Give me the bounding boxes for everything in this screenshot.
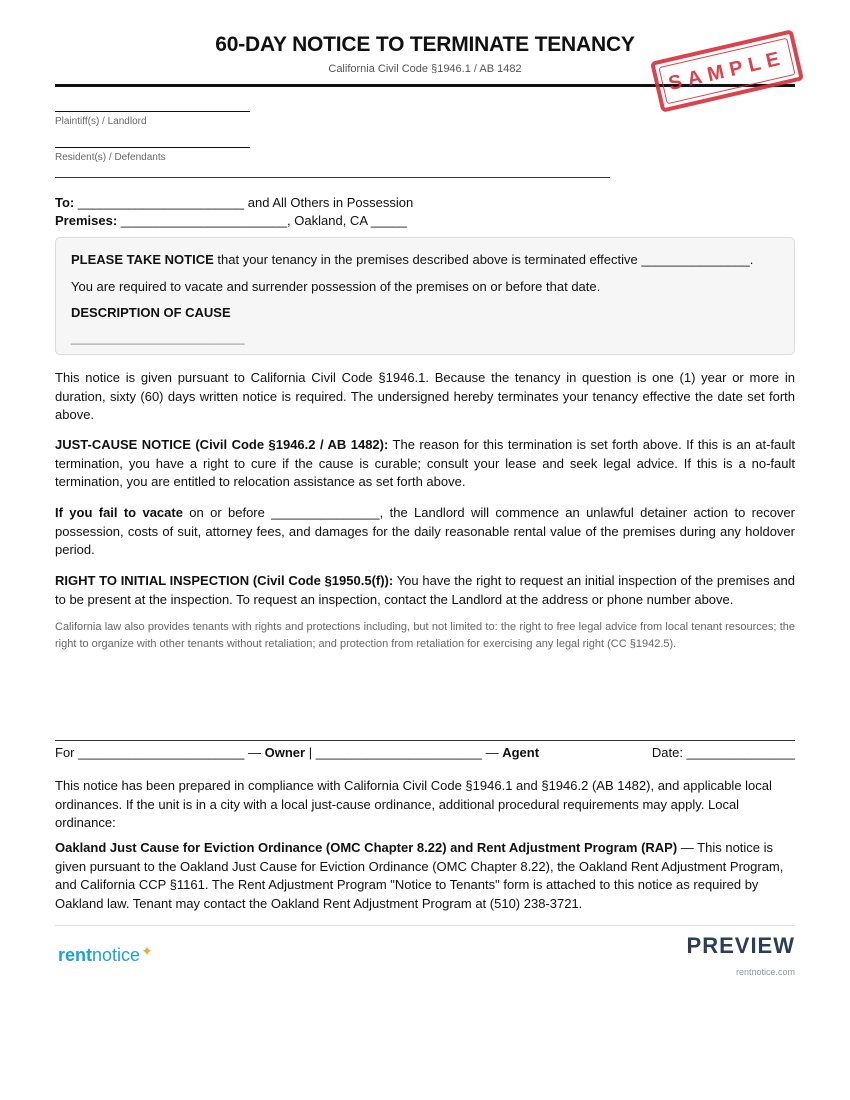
resident-signature-line: [55, 147, 250, 148]
oakland-ordinance-heading: Oakland Just Cause for Eviction Ordinance (OMC Chapter 8.22) and Rent Adjustment Program (RAP): [55, 840, 678, 855]
caption-divider: [55, 177, 610, 178]
fail-to-vacate-heading: If you fail to vacate: [55, 505, 183, 520]
logo-rent-text: rent: [58, 945, 93, 965]
just-cause-paragraph: [55, 436, 795, 492]
to-field: [55, 195, 413, 210]
notice-box: [55, 237, 795, 355]
logo-notice-text: notice: [92, 945, 141, 965]
vacate-instruction: You are required to vacate and surrender possession of the premises on or before that date.: [71, 279, 601, 294]
oakland-ordinance-text: — This notice is given pursuant to the Oakland Just Cause for Eviction Ordinance (OMC Chapter 8.22), the Oakland Rent Adjustment Program, and California CCP §1161. The Rent Adjustment Program "Notice to Tenants" form is attached to this notice as required by Oakland law. Tenant may contact the Oakland Rent Adjustment Program at (510) 238-3721.: [55, 840, 784, 911]
premises-label: Premises:: [55, 213, 118, 228]
agent-label: Agent: [502, 745, 540, 760]
document-title: 60-DAY NOTICE TO TERMINATE TENANCY: [215, 33, 635, 56]
footer-divider: [55, 925, 795, 926]
rentnotice-logo[interactable]: [58, 945, 153, 966]
just-cause-heading: JUST-CAUSE NOTICE (Civil Code §1946.2 / AB 1482):: [55, 437, 389, 452]
plaintiff-signature-line: [55, 111, 250, 112]
owner-label: Owner: [264, 745, 306, 760]
compliance-paragraph: This notice has been prepared in compliance with California Civil Code §1946.1 and §1946.2 (AB 1482), and applicable local ordinances. If the unit is in a city with a local just-cause ordinance, additional procedural requirements may apply. Local ordinance:: [55, 778, 772, 830]
to-label: To:: [55, 195, 75, 210]
statute-paragraph: This notice is given pursuant to California Civil Code §1946.1. Because the tenancy in question is one (1) year or more in duration, sixty (60) days written notice is required. The undersigned hereby terminates your tenancy effective the date set forth above.: [55, 370, 795, 422]
just-cause-text: The reason for this termination is set forth above. If this is an at-fault termination, you have a right to cure if the cause is curable; consult your lease and seek legal advice. If this is a no-fault termination, you are entitled to relocation assistance as set forth above.: [55, 437, 795, 489]
fail-to-vacate-text: on or before _______________, the Landlord will commence an unlawful detainer action to recover possession, costs of suit, attorney fees, and damages for the daily reasonable rental value of the premises during any holdover period.: [55, 505, 795, 557]
preview-label: PREVIEW: [686, 933, 795, 958]
premises-value: _______________________, Oakland, CA _____: [117, 213, 408, 228]
fail-to-vacate-paragraph: [55, 504, 795, 560]
signer-separator: | _______________________ —: [305, 745, 503, 760]
inspection-heading: RIGHT TO INITIAL INSPECTION (Civil Code §1950.5(f)):: [55, 573, 394, 588]
sparkle-icon: ✦: [141, 943, 153, 959]
premises-field: [55, 213, 407, 228]
date-line: Date: _______________: [651, 745, 795, 760]
notice-lead-text: that your tenancy in the premises described above is terminated effective _______________.: [213, 252, 754, 267]
sample-stamp: SAMPLE: [650, 29, 804, 113]
oakland-ordinance-paragraph: [55, 839, 795, 913]
resident-label: Resident(s) / Defendants: [55, 152, 166, 163]
signature-divider: [55, 740, 795, 741]
signer-line: [55, 745, 539, 760]
site-link[interactable]: rentnotice.com: [735, 967, 795, 977]
notice-lead: [71, 252, 753, 267]
cause-heading: DESCRIPTION OF CAUSE: [71, 305, 231, 320]
to-value: _______________________ and All Others in Possession: [74, 195, 414, 210]
for-prefix: For _______________________ —: [55, 745, 265, 760]
cause-blank: ________________________: [71, 330, 245, 345]
plaintiff-label: Plaintiff(s) / Landlord: [55, 116, 147, 127]
document-subtitle: California Civil Code §1946.1 / AB 1482: [328, 63, 522, 75]
inspection-text: You have the right to request an initial inspection of the premises and to be present at the inspection. To request an inspection, contact the Landlord at the address or phone number above.: [55, 573, 796, 607]
tenant-rights-paragraph: California law also provides tenants with rights and protections including, but not limited to: the right to free legal advice from local tenant resources; the right to organize with other tenants without retaliation; and protection from retaliation for exercising any legal right (CC §1942.5).: [55, 621, 795, 650]
inspection-paragraph: [55, 572, 795, 609]
notice-lead-bold: PLEASE TAKE NOTICE: [71, 252, 214, 267]
